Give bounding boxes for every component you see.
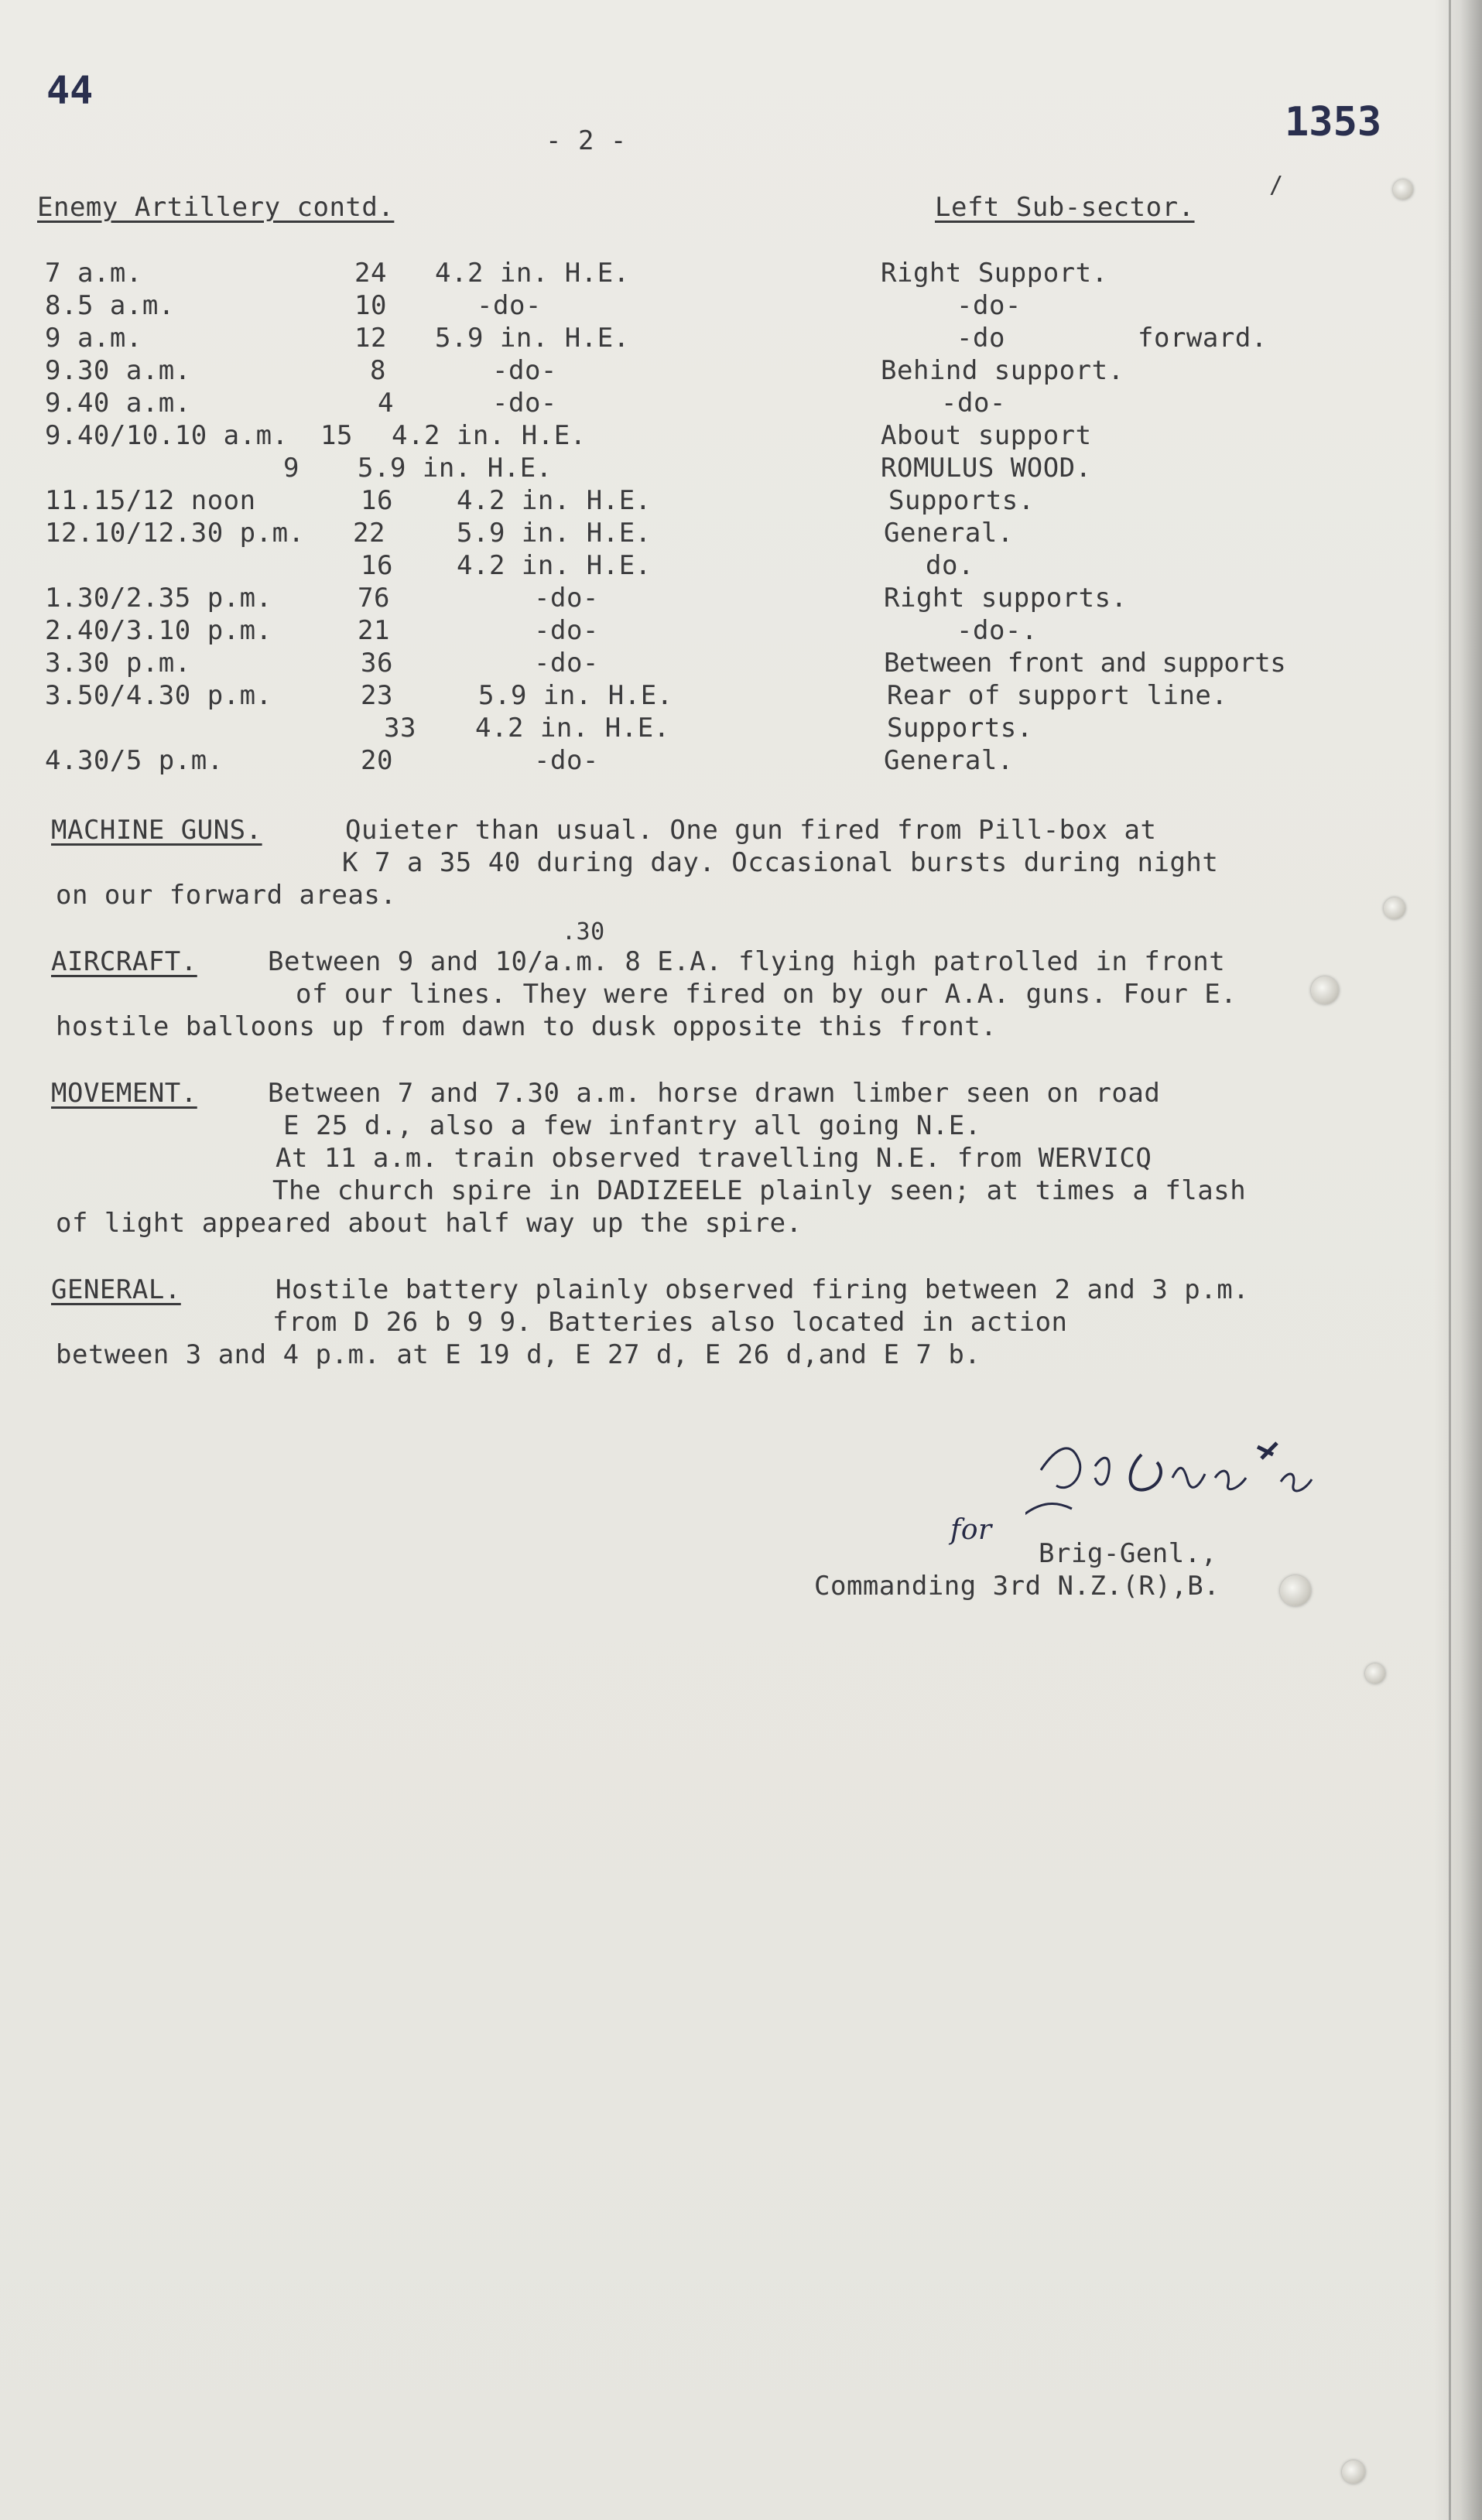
aircraft-line: of our lines. They were fired on by our A.A. guns. Four E. [296,979,1237,1010]
row-rounds: 16 [361,550,393,581]
row-rounds: 4 [378,388,394,419]
row-calibre: 4.2 in. H.E. [457,550,652,581]
signature-unit: Commanding 3rd N.Z.(R),B. [814,1571,1220,1602]
section-title: Enemy Artillery contd. [37,192,395,223]
row-time: 8.5 a.m. [45,290,175,321]
row-calibre: -do- [477,290,542,321]
row-rounds: 24 [354,258,387,289]
row-target: do. [926,550,974,581]
pencil-mark: / [1269,172,1284,199]
punch-hole [1393,180,1413,200]
row-target: Supports. [888,485,1035,516]
row-target: Supports. [887,713,1033,744]
row-calibre: -do- [534,583,599,614]
punch-hole [1280,1575,1311,1606]
movement-line: of light appeared about half way up the spire. [56,1208,803,1239]
row-calibre: -do- [492,355,557,386]
row-target: Rear of support line. [887,680,1228,711]
movement-line: The church spire in DADIZEELE plainly seen; at times a flash [272,1175,1247,1206]
row-time: 7 a.m. [45,258,142,289]
row-time: 9.40 a.m. [45,388,191,419]
row-time: 3.50/4.30 p.m. [45,680,272,711]
row-calibre: 5.9 in. H.E. [358,453,553,484]
row-calibre: -do- [534,745,599,776]
signature-for: for [950,1514,992,1546]
row-calibre: 5.9 in. H.E. [457,518,652,549]
movement-line: Between 7 and 7.30 a.m. horse drawn limber seen on road [268,1078,1161,1109]
row-rounds: 9 [283,453,299,484]
movement-line: E 25 d., also a few infantry all going N.E. [283,1110,981,1141]
general-line: Hostile battery plainly observed firing between 2 and 3 p.m. [276,1274,1250,1305]
row-target: Right Support. [881,258,1108,289]
row-rounds: 15 [320,420,353,451]
row-time: 1.30/2.35 p.m. [45,583,272,614]
row-target: -do [957,323,1005,354]
row-rounds: 16 [361,485,393,516]
row-calibre: -do- [534,615,599,646]
aircraft-heading: AIRCRAFT. [51,946,197,977]
general-heading: GENERAL. [51,1274,181,1305]
row-rounds: 76 [358,583,390,614]
row-target: Between front and supports [884,648,1286,679]
machine-guns-line: on our forward areas. [56,880,397,911]
row-calibre: 4.2 in. H.E. [475,713,670,744]
row-rounds: 21 [358,615,390,646]
row-calibre: -do- [492,388,557,419]
row-target: Right supports. [884,583,1128,614]
row-calibre: 5.9 in. H.E. [435,323,630,354]
signature-rank: Brig-Genl., [1039,1538,1217,1569]
row-rounds: 20 [361,745,393,776]
row-note: forward. [1138,323,1268,354]
machine-guns-line: Quieter than usual. One gun fired from Pill-box at [345,815,1157,846]
punch-hole [1365,1663,1385,1684]
row-time: 4.30/5 p.m. [45,745,224,776]
general-line: from D 26 b 9 9. Batteries also located in action [272,1307,1068,1338]
row-target: About support [881,420,1092,451]
punch-hole [1342,2460,1365,2484]
row-calibre: 4.2 in. H.E. [392,420,587,451]
aircraft-line: hostile balloons up from dawn to dusk opposite this front. [56,1011,998,1042]
row-time: 3.30 p.m. [45,648,191,679]
machine-guns-heading: MACHINE GUNS. [51,815,262,846]
punch-hole [1384,898,1405,919]
row-time: 9.40/10.10 a.m. [45,420,289,451]
row-time: 9.30 a.m. [45,355,191,386]
row-target: General. [884,518,1014,549]
page-number: - 2 - [546,125,627,156]
row-target: -do- [957,290,1022,321]
page-edge-shadow [1434,0,1482,2520]
general-line: between 3 and 4 p.m. at E 19 d, E 27 d, E 26 d,and E 7 b. [56,1339,981,1370]
row-time: 12.10/12.30 p.m. [45,518,305,549]
row-calibre: -do- [534,648,599,679]
movement-line: At 11 a.m. train observed travelling N.E. from WERVICQ [276,1143,1152,1174]
row-target: Behind support. [881,355,1124,386]
row-time: 2.40/3.10 p.m. [45,615,272,646]
row-rounds: 33 [384,713,416,744]
punch-hole [1311,976,1339,1004]
row-calibre: 5.9 in. H.E. [478,680,673,711]
row-target: General. [884,745,1014,776]
row-target: -do-. [957,615,1038,646]
row-rounds: 12 [354,323,387,354]
row-rounds: 22 [353,518,385,549]
row-rounds: 23 [361,680,393,711]
row-time: 11.15/12 noon [45,485,256,516]
machine-guns-line: K 7 a 35 40 during day. Occasional bursts during night [342,847,1219,878]
row-rounds: 10 [354,290,387,321]
movement-heading: MOVEMENT. [51,1078,197,1109]
sub-sector-title: Left Sub-sector. [935,192,1195,223]
row-rounds: 36 [361,648,393,679]
row-calibre: 4.2 in. H.E. [457,485,652,516]
handwritten-signature [1025,1424,1366,1532]
row-time: 9 a.m. [45,323,142,354]
row-calibre: 4.2 in. H.E. [435,258,630,289]
folio-number-left: 44 [46,68,94,113]
row-target: -do- [941,388,1006,419]
row-target: ROMULUS WOOD. [881,453,1092,484]
row-rounds: 8 [370,355,386,386]
aircraft-insertion: .30 [562,918,605,945]
folio-number-right: 1353 [1285,99,1382,145]
aircraft-line: Between 9 and 10/a.m. 8 E.A. flying high patrolled in front [268,946,1226,977]
page-edge-line [1449,0,1451,2520]
